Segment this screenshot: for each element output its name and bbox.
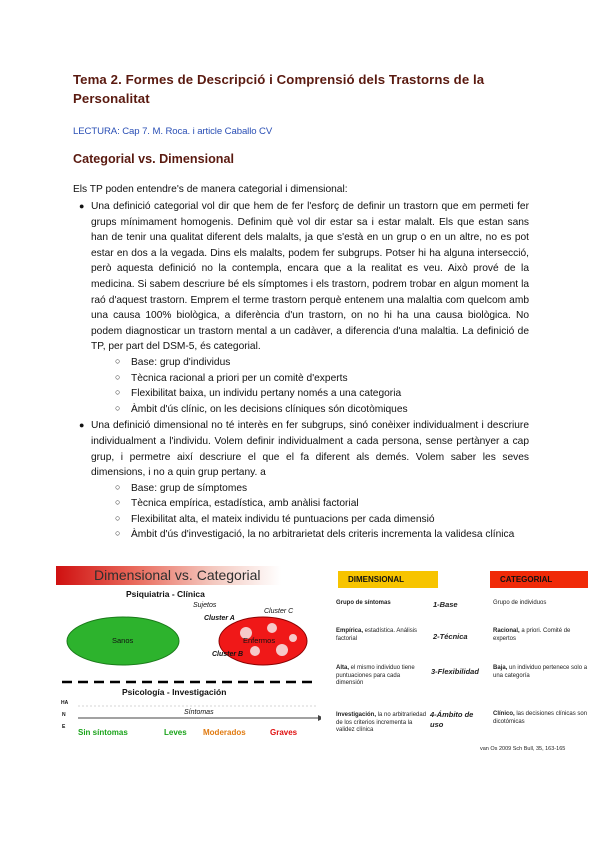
bullet-text: Una definició categorial vol dir que hem de fer l'esforç de definir un trastorn que em permeti fer grups mínimament homogenis. Definim què vol dir estar sa i estar malalt. Els que estan sans han de tenir una qualitat diferent dels malalts, ja que s'està en un grup o en un altre, no es pot estar en dos a la vegada. Dins els malalts, podem fer subgrups. Potser hi ha alguna intersecció, però aquesta definició no la contempla, encara que a la realitat es veu. Això prové de la medicina. Si sabem descriure bé els símptomes i els trastorn, podrem trobar en algun moment la raó d'aquest trastorn. Emprem el terme trastorn perquè entenem una malaltia com quelcom amb una causa 100% biològica, a diferència d'un trastorn, on no hi ha una causa biològica. No podem diagnosticar un trastorn mental a un cadàver, a diferencia d'una malaltia. La definició de TP, per part del DSM-5, és categorial. (91, 201, 529, 353)
sub-item-text: Àmbit d'ús d'investigació, la no arbitrarietat dels criteris incrementa la validesa clínica (131, 529, 515, 541)
sub-bullet-icon: ○ (115, 528, 121, 539)
cat-cell-technique: Racional, a priori. Comité de expertos (493, 628, 571, 642)
sub-item (73, 527, 529, 543)
bullet-list (73, 199, 529, 543)
bullet-categorial (73, 199, 529, 355)
sub-item-text: Flexibilitat baixa, un individu pertany només a una categoria (131, 388, 402, 400)
sub-item-text: Àmbit d'ús clínic, on les decisions clíniques són dicotòmiques (131, 403, 408, 415)
axis-tag-n: N (62, 712, 66, 718)
sub-item (73, 402, 529, 418)
page-title: Tema 2. Formes de Descripció i Comprensió dels Trastorns de la Personalitat (73, 72, 485, 106)
bullet-dimensional (73, 418, 529, 480)
cluster-dot (289, 634, 297, 642)
bullet-text: Una definició dimensional no té interès en fer subgrups, sinó conèixer individualment i descriure individualment a l'individu. Volem definir individualment a cada persona, sense pertànyer a cap grup, i permetre així descriure el que el fa diferent als demés. Volem saber les seves dimensions, i no a quin grup pertany. a (91, 420, 529, 479)
ill-label: Enfermos (243, 636, 276, 645)
sub-item (73, 386, 529, 402)
scale-none: Sin síntomas (78, 728, 128, 737)
sub-bullet-icon: ○ (115, 497, 121, 508)
sub-item (73, 371, 529, 387)
sub-item-text: Flexibilitat alta, el mateix individu té puntuacions per cada dimensió (131, 513, 435, 525)
diagram-svg (56, 596, 321, 746)
citation: van Os 2009 Sch Bull, 35, 163-165 (480, 746, 566, 752)
axis-flexibility: 3-Flexibilidad (431, 667, 479, 676)
sub-bullet-icon: ○ (115, 512, 121, 523)
sub-bullet-icon: ○ (115, 355, 121, 366)
axis-base: 1-Base (433, 600, 458, 609)
figure-diagram (56, 566, 321, 746)
axis-technique: 2-Técnica (433, 632, 468, 641)
sub-item-text: Tècnica empírica, estadística, amb anàlisi factorial (131, 498, 359, 510)
cluster-c-label: Cluster C (264, 608, 294, 615)
sub-item (73, 496, 529, 512)
bullet-icon: ● (79, 420, 85, 431)
sub-item-text: Base: grup de símptomes (131, 482, 248, 494)
dim-cell-flexibility: Alta, el mismo individuo tiene puntuaciones para cada dimensión (336, 665, 415, 686)
axis-arrow (318, 715, 321, 721)
comparison-table (330, 566, 592, 756)
categorial-header: CATEGORIAL (490, 571, 588, 588)
psychology-label: Psicología - Investigación (122, 687, 227, 697)
healthy-label: Sanos (112, 636, 134, 645)
scale-severe: Graves (270, 728, 298, 737)
dim-cell-technique: Empírica, estadística. Análisis factorial (336, 628, 418, 642)
dim-cell-scope: Investigación, la no arbitrariedad de los criterios incrementa la validez clínica (336, 712, 427, 733)
cluster-dot (250, 646, 260, 656)
reading-reference: LECTURA: Cap 7. M. Roca. i article Caballo CV (73, 126, 273, 137)
axis-tag-e: E (62, 724, 66, 730)
axis-tag-ha: HA (61, 700, 69, 706)
sub-item-text: Base: grup d'individus (131, 356, 231, 368)
cat-cell-base: Grupo de individuos (493, 600, 547, 606)
sub-item (73, 512, 529, 528)
sub-item-text: Tècnica racional a priori per un comitè d'experts (131, 372, 348, 384)
cat-cell-scope: Clínico, las decisiones clínicas son dicotómicas (493, 711, 588, 725)
scale-moderate: Moderados (203, 728, 246, 737)
section-heading: Categorial vs. Dimensional (73, 152, 234, 166)
dim-cell-base: Grupo de síntomas (336, 600, 391, 606)
axis-scope: 4-Ámbito de uso (430, 710, 474, 729)
bullet-icon: ● (79, 201, 85, 211)
sub-bullet-icon: ○ (115, 402, 121, 413)
cluster-dot (276, 644, 288, 656)
cluster-a-label: Cluster A (204, 615, 235, 622)
scale-mild: Leves (164, 728, 187, 737)
sub-item (73, 481, 529, 497)
cluster-b-label: Cluster B (212, 651, 244, 658)
subjects-label: Sujetos (193, 602, 217, 609)
figure-banner: Dimensional vs. Categorial (56, 566, 281, 585)
intro-paragraph: Els TP poden entendre's de manera categorial i dimensional: (73, 184, 348, 195)
cat-cell-flexibility: Baja, un individuo pertenece solo a una categoría (493, 665, 588, 679)
cluster-dot (267, 623, 277, 633)
symptoms-label: Síntomas (184, 709, 214, 716)
sub-bullet-icon: ○ (115, 481, 121, 492)
sub-item (73, 355, 529, 371)
psychiatry-label: Psiquiatria - Clínica (126, 589, 205, 599)
sub-bullet-icon: ○ (115, 371, 121, 382)
dimensional-header: DIMENSIONAL (338, 571, 438, 588)
sub-bullet-icon: ○ (115, 387, 121, 398)
